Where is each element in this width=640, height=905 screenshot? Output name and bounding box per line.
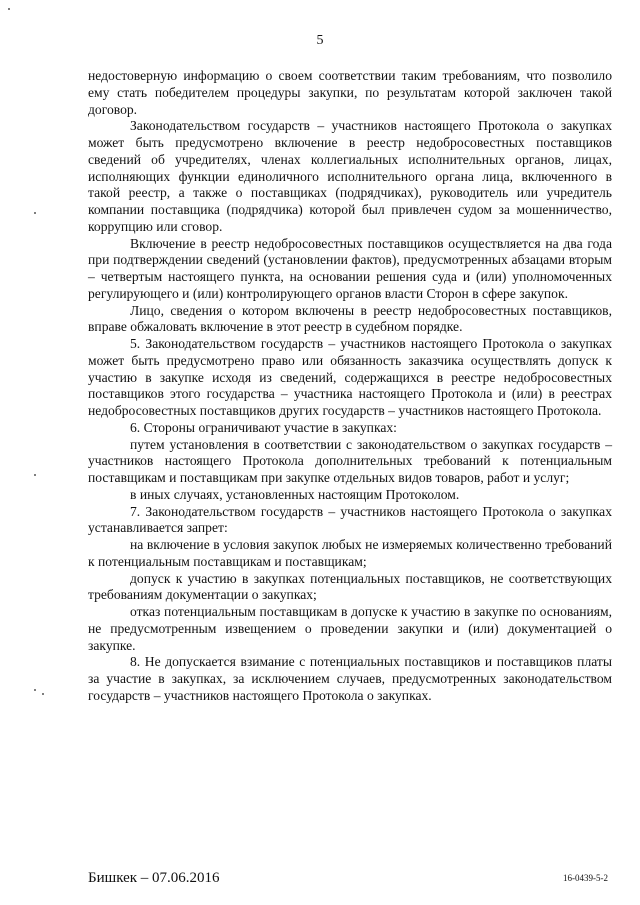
paragraph: Законодательством государств – участников настоящего Протокола о закупках может быть предусмотрено включение в реестр недобросовестных поставщиков сведений об учредителях, членах коллегиальных исполнительных органов, лицах, исполняющих функции единоличного исполнительного органа лица, включенного в такой реестр, а также о поставщиках (подрядчиках), руководитель или учредитель компании поставщика (подрядчика) которой был привлечен судом за мошенничество, коррупцию или сговор. (88, 118, 612, 234)
paragraph: в иных случаях, установленных настоящим Протоколом. (130, 486, 460, 502)
scan-speck (34, 689, 36, 691)
document-body (88, 68, 612, 705)
paragraph: отказ потенциальным поставщикам в допуске к участию в закупке по основаниям, не предусмотренным извещением о проведении закупки и (или) документацией о закупке. (88, 604, 612, 653)
paragraph: 5. Законодательством государств – участников настоящего Протокола о закупках может быть предусмотрено право или обязанность заказчика осуществлять допуск к участию в закупке исходя из сведений, содержащихся в реестре недобросовестных поставщиков этого государства – участника настоящего Протокола и (или) в реестрах недобросовестных поставщиков других государств – участников настоящего Протокола. (88, 336, 612, 418)
paragraph: Лицо, сведения о котором включены в реестр недобросовестных поставщиков, вправе обжаловать включение в этот реестр в судебном порядке. (88, 302, 612, 335)
paragraph: допуск к участию в закупках потенциальных поставщиков, не соответствующих требованиям документации о закупках; (88, 570, 612, 603)
paragraph: 7. Законодательством государств – участников настоящего Протокола о закупках устанавливается запрет: (88, 503, 612, 536)
paragraph: на включение в условия закупок любых не измеряемых количественно требований к потенциальным поставщикам и поставщикам; (88, 537, 612, 569)
paragraph: Включение в реестр недобросовестных поставщиков осуществляется на два года при подтверждении сведений (установлении фактов), предусмотренных абзацами вторым – четвертым настоящего пункта, на основании решения суда и (или) уполномоченных регулирующего и (или) контролирующего органов власти Сторон в сфере закупок. (88, 235, 612, 301)
footer-doc-code: 16-0439-5-2 (563, 873, 608, 883)
scan-speck (34, 474, 36, 476)
footer-place-date: Бишкек – 07.06.2016 (88, 870, 220, 886)
paragraph: недостоверную информацию о своем соответствии таким требованиям, что позволило ему стать победителем процедуры закупки, по результатам которой заключен такой договор. (88, 68, 612, 117)
scan-speck (34, 212, 36, 214)
scan-speck (42, 693, 44, 695)
page-number: 5 (316, 33, 324, 48)
paragraph: 8. Не допускается взимание с потенциальных поставщиков и поставщиков платы за участие в закупках, за исключением случаев, предусмотренных законодательством государств – участников настоящего Протокола о закупках. (88, 654, 612, 703)
paragraph: 6. Стороны ограничивают участие в закупках: (130, 419, 397, 435)
paragraph: путем установления в соответствии с законодательством о закупках государств – участников настоящего Протокола дополнительных требований к потенциальным поставщикам и поставщикам при закупке отдельных видов товаров, работ и услуг; (88, 436, 612, 485)
scan-speck (8, 8, 10, 10)
